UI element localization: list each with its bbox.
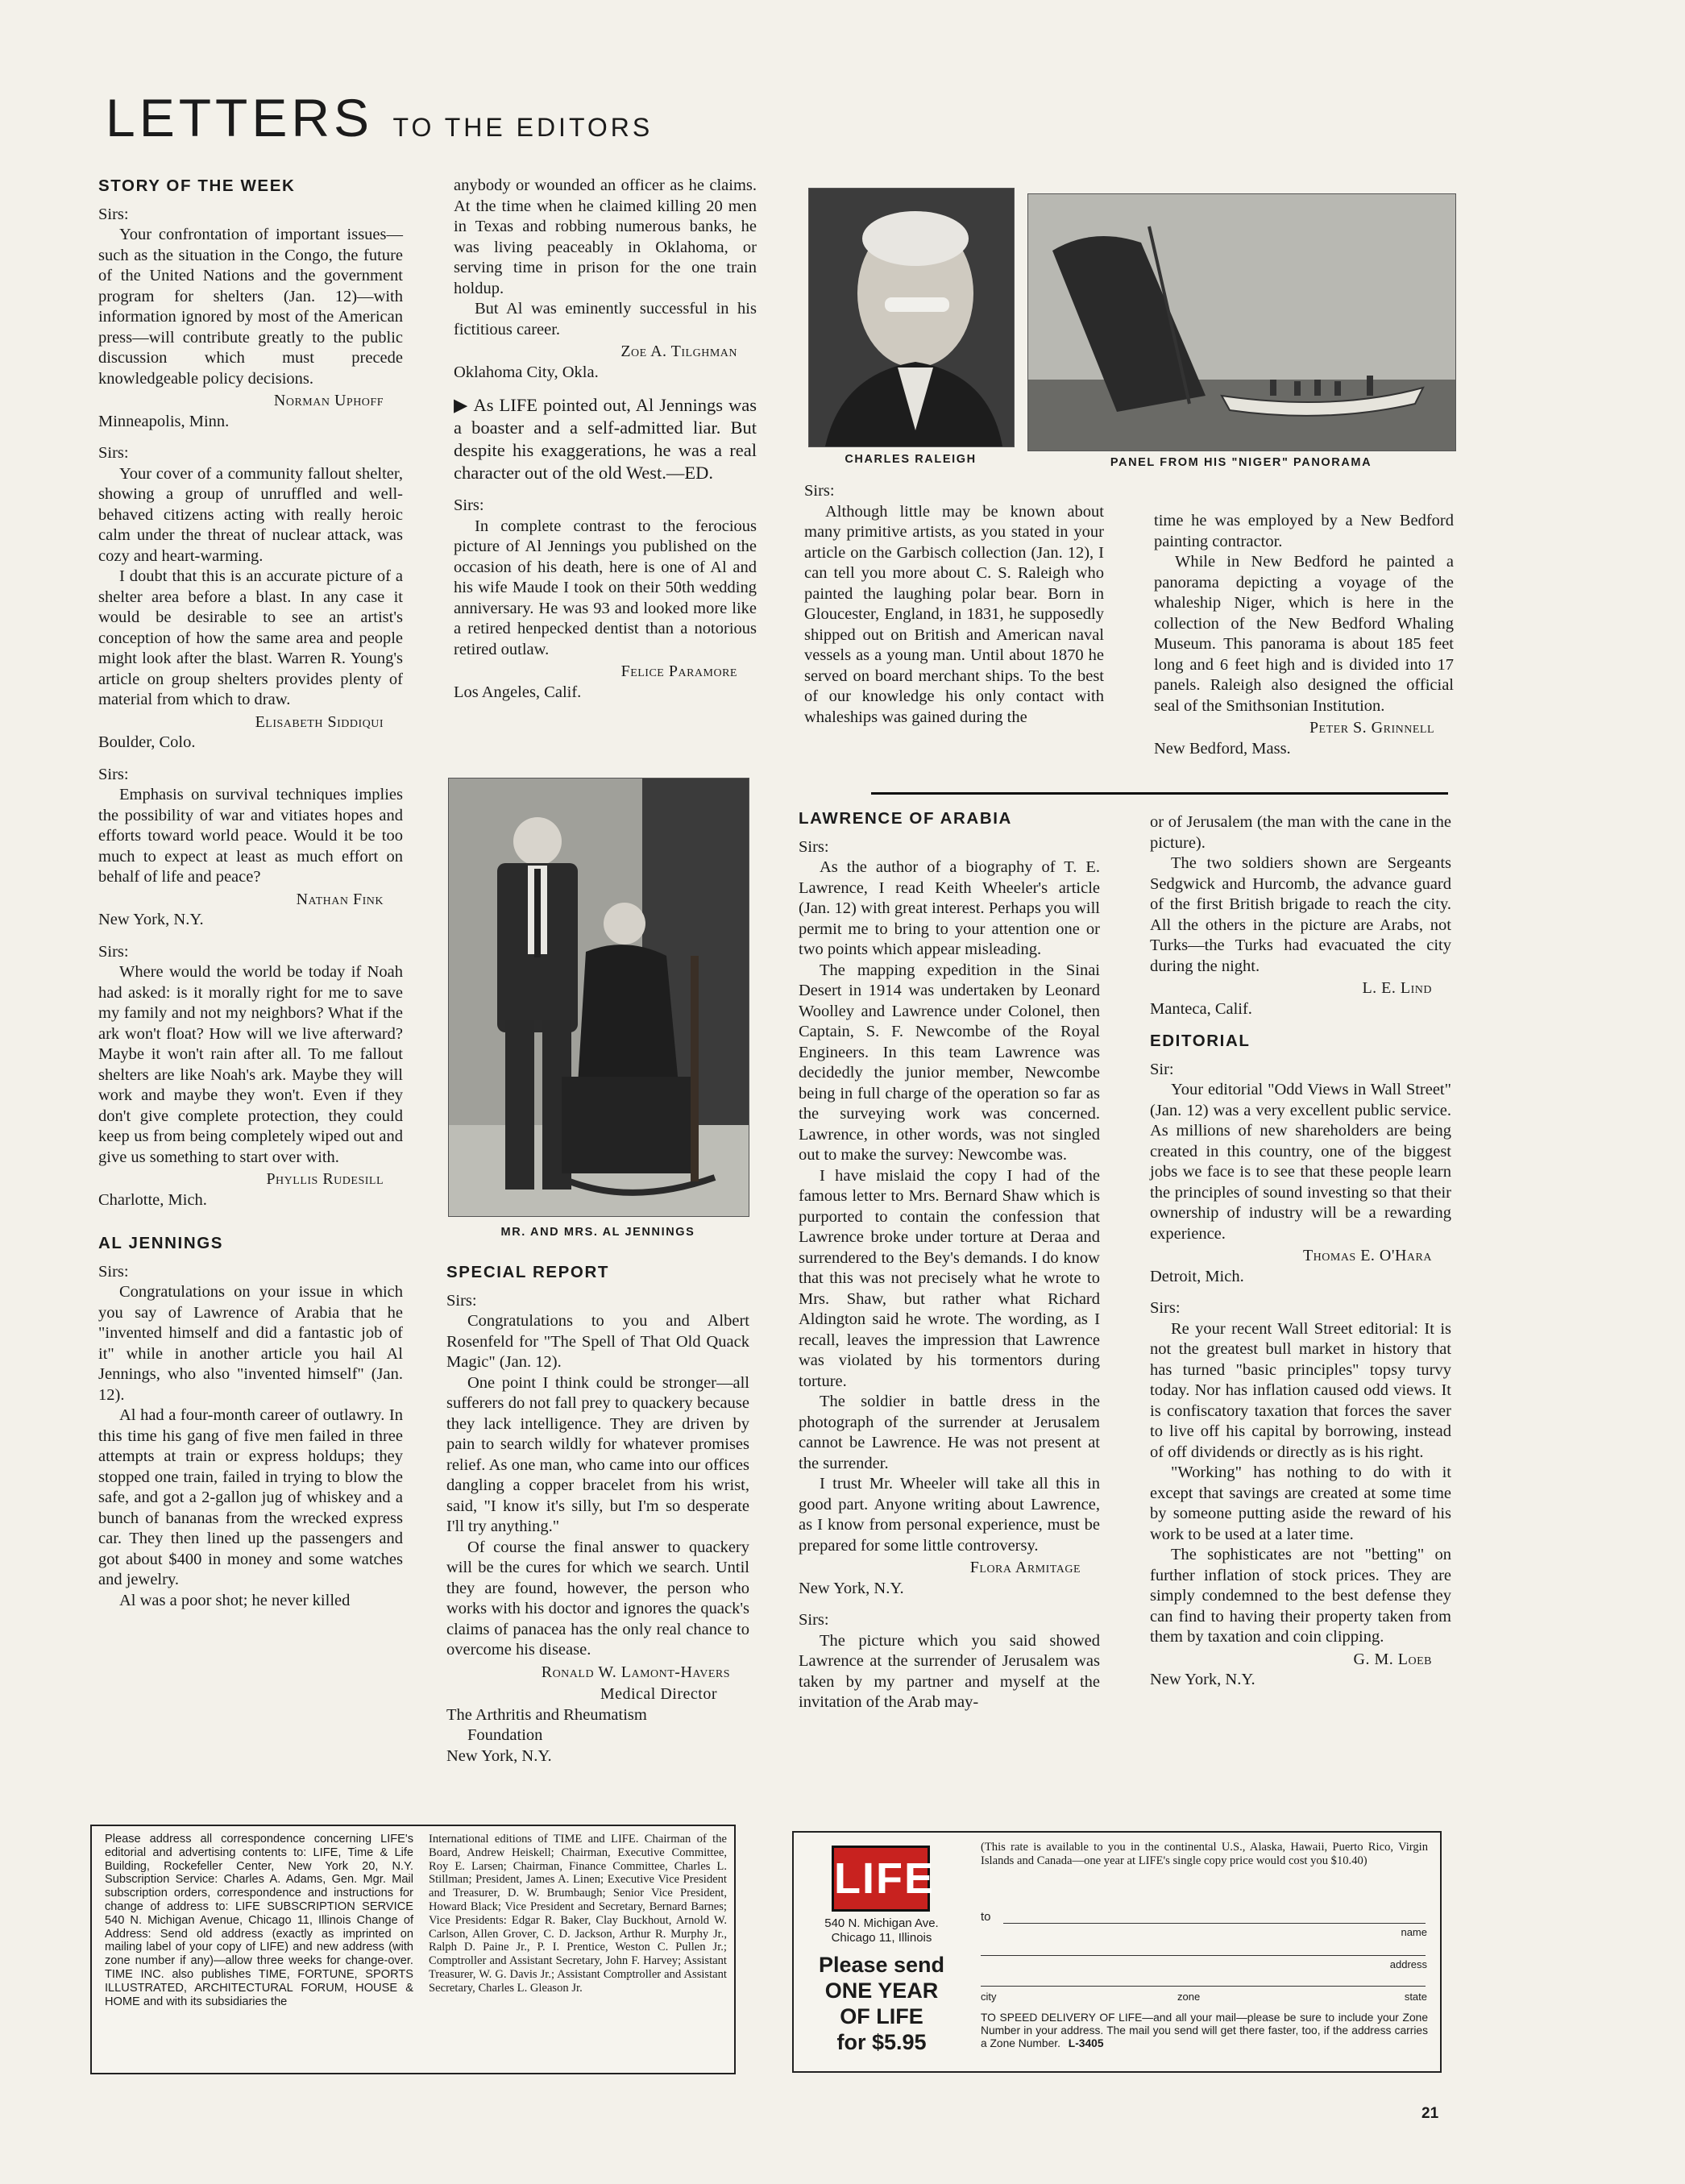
letter-org: Foundation <box>467 1726 543 1744</box>
letter-place: New York, N.Y. <box>1150 1671 1255 1688</box>
letter-paragraph: I have mislaid the copy I had of the famous letter to Mrs. Bernard Shaw which is purported to contain the confession that Lawrence broke under torture at Deraa and surrendered to the Bey's demands. I do know that this was not precisely what he wrote to Mrs. Shaw, but rather what Richard Aldington said he wrote. The wording, as I recall, leaves the impression that Lawrence was violated by his tormentors during torture. <box>799 1166 1100 1390</box>
section-head-story-of-the-week: STORY OF THE WEEK <box>98 176 296 195</box>
letter-signature: Flora Armitage <box>969 1559 1081 1576</box>
salutation: Sirs: <box>98 444 129 462</box>
offer-line3: OF LIFE <box>840 2004 923 2028</box>
letter-place: Minneapolis, Minn. <box>98 412 230 430</box>
section-head-special-report: SPECIAL REPORT <box>446 1263 609 1281</box>
letter-paragraph: I trust Mr. Wheeler will take all this in good part. Anyone writing about Lawrence, as I know from personal experience, must be prepared for some little controversy. <box>799 1475 1100 1555</box>
life-logo-text: LIFE <box>834 1854 935 1903</box>
letter-place: Los Angeles, Calif. <box>454 683 582 701</box>
niger-panel-caption: PANEL FROM HIS "NIGER" PANORAMA <box>1110 456 1372 469</box>
letter-signature: L. E. Lind <box>1362 979 1432 997</box>
editor-note: ▶ As LIFE pointed out, Al Jennings was a boaster and a self-admitted liar. But despite his exaggerations, he was a real character out of the old West.—ED. <box>454 395 757 483</box>
letter-place: Manteca, Calif. <box>1150 999 1252 1018</box>
city-zone-state-field[interactable] <box>981 1986 1426 1987</box>
section-head-editorial: EDITORIAL <box>1150 1032 1251 1050</box>
letter-signature: G. M. Loeb <box>1353 1650 1432 1668</box>
letter-signature: Nathan Fink <box>296 890 384 908</box>
letter-paragraph: One point I think could be stronger—all sufferers do not fall prey to quackery because they lack intelligence. They are driven by pain to search wildly for whatever promises relief. As one man, who came into our offices dangling a copper bracelet from his wrist, said, "I know it's silly, but I'm so desperate I'll try anything." <box>446 1373 749 1535</box>
letter-place: Charlotte, Mich. <box>98 1190 207 1209</box>
masthead-subtitle: TO THE EDITORS <box>392 113 654 142</box>
footer-correspondence-box <box>90 1825 736 2074</box>
zone-label: zone <box>1177 1991 1201 2003</box>
column-1 <box>98 176 403 1611</box>
salutation: Sirs: <box>454 496 484 514</box>
letter-signature: Elisabeth Siddiqui <box>255 712 384 731</box>
letter-paragraph: The two soldiers shown are Sergeants Sedgwick and Hurcomb, the advance guard of the first British brigade to reach the city. All the others in the picture are Arabs, not Turks—the Turks had evacuated the city during the night. <box>1150 854 1451 975</box>
letter-signature: Felice Paramore <box>620 662 737 680</box>
address-field[interactable] <box>981 1955 1426 1956</box>
column-3 <box>799 808 1100 1713</box>
letter-signature: Zoe A. Tilghman <box>620 343 737 360</box>
letter-place: New York, N.Y. <box>98 911 204 928</box>
letter-signature: Norman Uphoff <box>273 392 384 409</box>
column-4 <box>1150 812 1451 1691</box>
letter-paragraph: "Working" has nothing to do with it except that savings are created at some time by someone putting aside the reward of his work to be used at a later time. <box>1150 1464 1451 1543</box>
letter-paragraph: Although little may be known about many primitive artists, as you stated in your article on the Garbisch collection (Jan. 12), I can tell you more about C. S. Raleigh who painted the laughing polar bear. Born in Gloucester, England, in 1831, he supposedly shipped out on British and American naval vessels as a young man. Until about 1870 he served on board merchant ships. To the best of our knowledge his only contact with whaleships was gained during the <box>804 502 1104 726</box>
letter-continuation: or of Jerusalem (the man with the cane in the picture). <box>1150 813 1451 852</box>
salutation: Sirs: <box>98 1262 129 1281</box>
letter-paragraph: Your editorial "Odd Views in Wall Street" (Jan. 12) was a very excellent public service. As millions of new shareholders are being created in this country, one of the biggest jobs we face is to see that these people learn the principles of sound investing so that their ownership of industry will be a rewarding experience. <box>1150 1081 1451 1243</box>
rate-note: (This rate is available to you in the continental U.S., Alaska, Hawaii, Puerto Rico, Virgin Islands and Canada—one year at LIFE's single copy price would cost you $10.40) <box>981 1841 1428 1867</box>
letter-place: Detroit, Mich. <box>1150 1267 1244 1285</box>
letter-paragraph: The sophisticates are not "betting" on further inflation of stock prices. They are simply condemned to the best defense they can find to having their property taken from them by taxation and coin clipping. <box>1150 1546 1451 1646</box>
letter-paragraph: Congratulations to you and Albert Rosenfeld for "The Spell of That Old Quack Magic" (Jan. 12). <box>446 1312 749 1371</box>
raleigh-portrait-art <box>809 189 1014 446</box>
letter-paragraph: Al had a four-month career of outlawry. In this time his gang of five men failed in three attempts at train or express holdups; they stopped one train, failed in trying to blow the safe, and got a 2-gallon jug of whiskey and a bunch of bananas from the wrecked express car. They then lined up the passengers and got about $400 in money and some watches and jewelry. <box>98 1406 403 1588</box>
letter-place: Oklahoma City, Okla. <box>454 363 599 381</box>
speed-delivery-note <box>981 2012 1428 2050</box>
letter-paragraph: Emphasis on survival techniques implies the possibility of war and vitiates hopes and efforts toward world peace. Would it be too much to expect at least as much effort on behalf of life and peace? <box>98 786 403 886</box>
jennings-photo-art <box>449 779 749 1216</box>
letter-paragraph: While in New Bedford he painted a panorama depicting a voyage of the whaleship Niger, which is here in the collection of the New Bedford Whaling Museum. This panorama is about 185 feet long and 6 feet high and is divided into 17 panels. Raleigh also designed the official seal of the Smithsonian Institution. <box>1154 553 1454 715</box>
subscription-address-line2: Chicago 11, Illinois <box>831 1931 932 1945</box>
state-label: state <box>1404 1991 1427 2003</box>
raleigh-caption: CHARLES RALEIGH <box>845 453 977 466</box>
raleigh-portrait <box>808 188 1015 447</box>
subscription-form-box <box>792 1831 1442 2073</box>
niger-panorama-panel <box>1027 193 1456 451</box>
jennings-photo <box>448 778 749 1217</box>
letter-place: New Bedford, Mass. <box>1154 739 1291 758</box>
salutation: Sirs: <box>799 837 829 856</box>
letter-paragraph: The soldier in battle dress in the photograph of the surrender at Jerusalem cannot be Lawrence. He was not present at the surrender. <box>799 1393 1100 1472</box>
section-head-al-jennings: AL JENNINGS <box>98 1234 224 1252</box>
footer-correspondence-text: Please address all correspondence concerning LIFE's editorial and advertising contents to: LIFE, Time & Life Building, Rockefeller Center, New York 20, N.Y. Subscription Service: Charles A. Adams, Gen. Mgr. Mail subscription orders, correspondence and instructions for change of address to: LIFE SUBSCRIPTION SERVICE 540 N. Michigan Avenue, Chicago 11, Illinois Change of Address: Send old address (exactly as imprinted on mailing label of your copy of LIFE) and new address (with zone number if any)—allow three weeks for change-over. TIME INC. also publishes TIME, FORTUNE, SPORTS ILLUSTRATED, ARCHITECTURAL FORUM, HOUSE & HOME and with its subsidiaries the <box>105 1833 413 2008</box>
salutation: Sirs: <box>799 1611 829 1629</box>
raleigh-letter-right <box>1154 511 1454 770</box>
letter-paragraph: Al was a poor shot; he never killed <box>119 1591 351 1609</box>
city-label: city <box>981 1991 997 2003</box>
letter-continuation: time he was employed by a New Bedford painting contractor. <box>1154 512 1454 550</box>
letter-place: Boulder, Colo. <box>98 733 196 751</box>
letter-paragraph: Where would the world be today if Noah had asked: is it morally right for me to save my family and not my neighbors? What if the ark won't float? How will we live afterward? Maybe it won't rain after all. To me fallout shelters are like Noah's ark. Maybe they will work and maybe they won't. Even if they don't give complete protection, they could keep us from being completely wiped out and give us something to start over with. <box>98 963 403 1166</box>
letter-place: New York, N.Y. <box>799 1579 904 1597</box>
salutation: Sirs: <box>98 942 129 961</box>
letter-paragraph: As the author of a biography of T. E. Lawrence, I read Keith Wheeler's article (Jan. 12) with great interest. Perhaps you will permit me to bring to your attention one or two points which appear misleading. <box>799 858 1100 958</box>
offer-line1: Please send <box>818 1953 945 1977</box>
name-label: name <box>1401 1926 1427 1938</box>
letter-paragraph: Re your recent Wall Street editorial: It is not the greatest bull market in history that has turned "basic principles" topsy turvy today. Nor has inflation caused odd views. It is confiscatory taxation that forces the saver to live off his capital by borrowing, instead of off dividends or directly as is his right. <box>1150 1319 1451 1461</box>
name-field[interactable] <box>1003 1923 1426 1924</box>
column-2-lower <box>446 1262 749 1767</box>
letter-paragraph: Your confrontation of important issues—such as the situation in the Congo, the future of the United Nations and the government program for shelters (Jan. 12)—with information ignored by most of the American press—will contribute greatly to the public discussion which must precede knowledgeable policy decisions. <box>98 226 403 388</box>
form-code: L-3405 <box>1068 2037 1104 2049</box>
masthead-title: LETTERS <box>106 88 374 147</box>
page-number: 21 <box>1421 2105 1439 2122</box>
life-logo <box>832 1846 935 1912</box>
letter-paragraph: I doubt that this is an accurate picture of a shelter area before a blast. In any case it would be desirable to see an artist's conception of how the same area and people might look after the blast. Warren R. Young's article on group shelters provides plenty of material from which to draw. <box>98 567 403 708</box>
section-divider-rule <box>871 792 1448 795</box>
subscription-offer <box>805 1952 958 2055</box>
letter-org: The Arthritis and Rheumatism <box>446 1705 647 1724</box>
letter-paragraph: Congratulations on your issue in which you say of Lawrence of Arabia that he "invented himself and did a fantastic job of it" while in another article you hail Al Jennings, who also "invented himself" (Jan. 12). <box>98 1283 403 1404</box>
letter-paragraph: But Al was eminently successful in his fictitious career. <box>454 300 757 338</box>
offer-line4: for $5.95 <box>836 2030 927 2054</box>
niger-panel-art <box>1028 194 1455 451</box>
section-head-lawrence-of-arabia: LAWRENCE OF ARABIA <box>799 809 1012 828</box>
masthead <box>106 87 653 148</box>
salutation: Sirs: <box>804 482 835 500</box>
salutation: Sir: <box>1150 1060 1174 1078</box>
letter-signature: Peter S. Grinnell <box>1309 719 1434 737</box>
letter-signature: Ronald W. Lamont-Havers <box>541 1663 730 1681</box>
jennings-photo-caption: MR. AND MRS. AL JENNINGS <box>500 1226 695 1239</box>
salutation: Sirs: <box>98 205 129 223</box>
footer-officers-text: International editions of TIME and LIFE. Chairman of the Board, Andrew Heiskell; Chairman, Executive Committee, Roy E. Larsen; Chairman, Finance Committee, Charles L. Stillman; President, James A. Linen; Executive Vice President and Treasurer, D. W. Brumbaugh; Senior Vice President, Howard Black; Vice President and Secretary, Bernard Barnes; Vice Presidents: Edgar R. Baker, Clay Buckhout, Arnold W. Carlson, Allen Grover, C. D. Jackson, Arthur R. Murphy Jr., Ralph D. Paine Jr., P. I. Prentice, Weston C. Pullen Jr.; Comptroller and Assistant Secretary, John F. Harvey; Assistant Treasurer, W. G. Davis Jr.; Assistant Comptroller and Assistant Secretary, Charles L. Gleason Jr. <box>429 1833 727 1995</box>
letter-paragraph: Of course the final answer to quackery will be the cures for which we search. Until they are found, however, the person who works with his doctor and ignores the quack's claims of panacea has the only real chance to overcome his disease. <box>446 1538 749 1659</box>
to-label: to <box>981 1910 991 1924</box>
letter-place: New York, N.Y. <box>446 1746 552 1765</box>
speed-delivery-text: TO SPEED DELIVERY OF LIFE—and all your mail—please be sure to include your Zone Number in your address. The mail you send will get there faster, too, if the address carries a Zone Number. <box>981 2012 1428 2049</box>
salutation: Sirs: <box>446 1291 477 1310</box>
column-2 <box>454 176 757 714</box>
address-label: address <box>1389 1958 1427 1970</box>
letter-signature-title: Medical Director <box>600 1685 717 1703</box>
letter-signature: Phyllis Rudesill <box>266 1170 384 1188</box>
subscription-address <box>805 1916 958 1945</box>
salutation: Sirs: <box>1150 1299 1181 1317</box>
offer-line2: ONE YEAR <box>824 1978 939 2003</box>
subscription-address-line1: 540 N. Michigan Ave. <box>824 1916 939 1930</box>
letter-paragraph: The picture which you said showed Lawrence at the surrender of Jerusalem was taken by my partner and myself at the invitation of the Arab may- <box>799 1631 1100 1711</box>
salutation: Sirs: <box>98 765 129 783</box>
letter-signature: Thomas E. O'Hara <box>1302 1247 1432 1264</box>
raleigh-letter-left <box>804 481 1104 728</box>
letter-paragraph: Your cover of a community fallout shelter, showing a group of unruffled and well-behaved citizens acting with really heroic calm under the threat of nuclear attack, was cozy and heart-warming. <box>98 464 403 565</box>
letter-continuation: anybody or wounded an officer as he claims. At the time when he claimed killing 20 men in Texas and robbing numerous banks, he was living peaceably in Oklahoma, or serving time in prison for the one train holdup. <box>454 176 757 297</box>
letter-paragraph: In complete contrast to the ferocious picture of Al Jennings you published on the occasion of his death, here is one of Al and his wife Maude I took on their 50th wedding anniversary. He was 93 and looked more like a retired henpecked dentist than a notorious retired outlaw. <box>454 517 757 658</box>
letter-paragraph: The mapping expedition in the Sinai Desert in 1914 was undertaken by Leonard Woolley and Lawrence under Colonel, then Captain, S. F. Newcombe of the Royal Engineers. In this team Lawrence was decidedly the junior member, Newcombe being in full charge of the operation so far as the surveying work was concerned. Lawrence, in other words, was not singled out to make the survey: Newcombe was. <box>799 961 1100 1164</box>
